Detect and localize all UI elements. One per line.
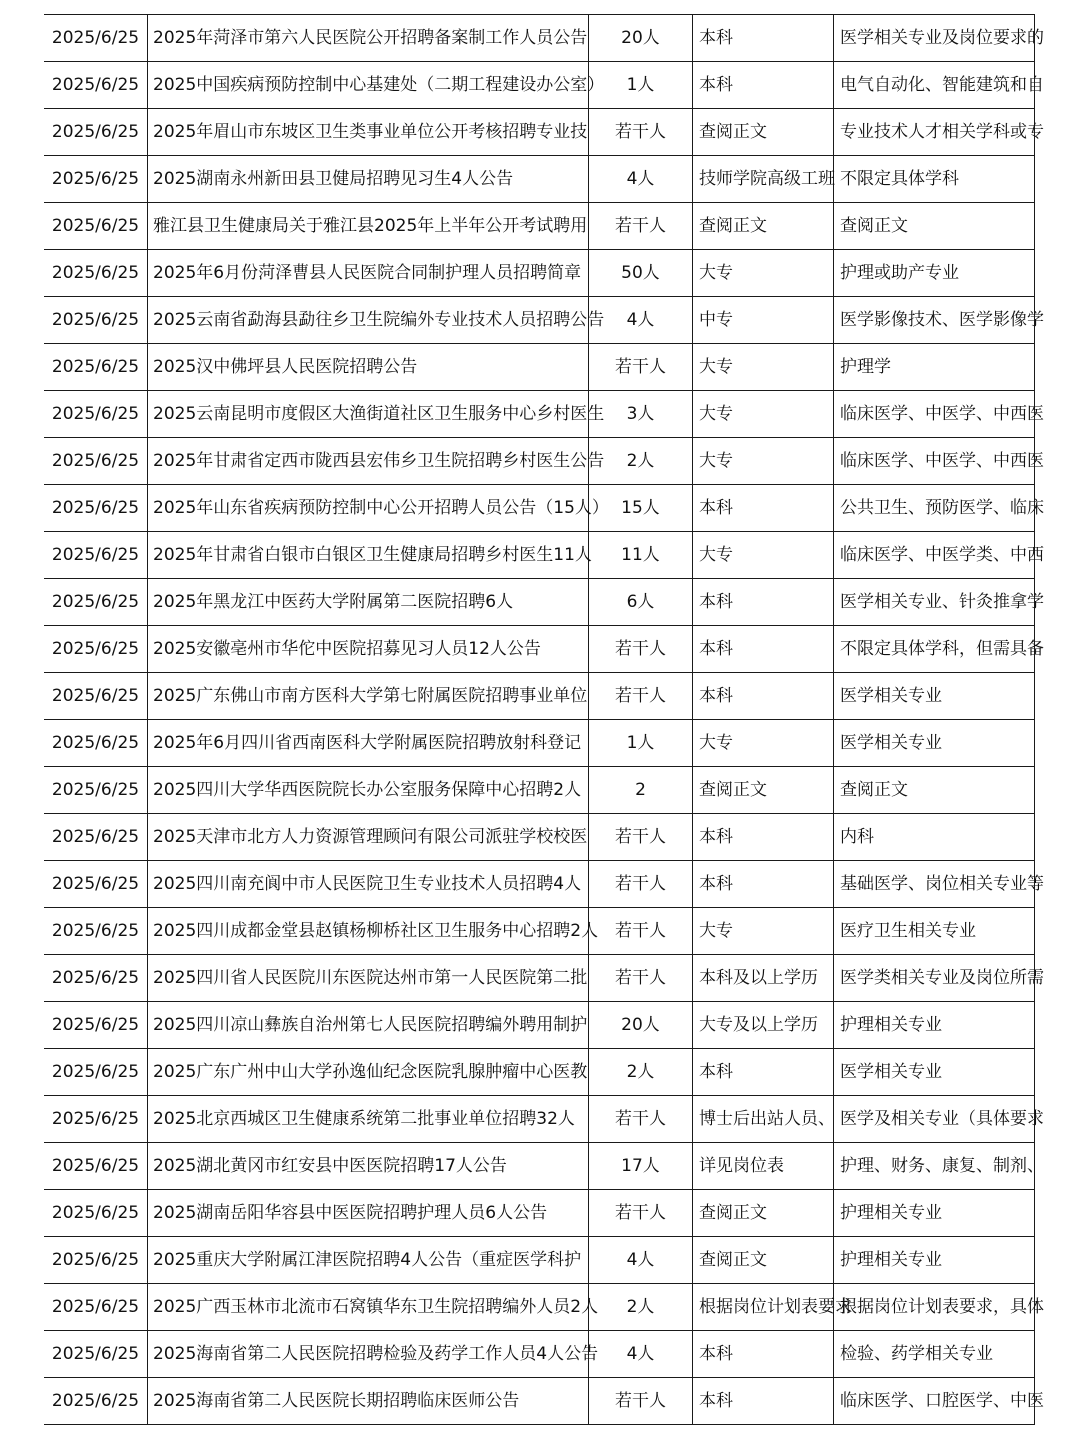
table-row [44,908,1035,955]
education-cell: 查阅正文 [693,1190,834,1237]
major-cell: 医学类相关专业及岗位所需 [834,955,1035,1002]
title-cell: 2025年眉山市东坡区卫生类事业单位公开考核招聘专业技 [148,109,589,156]
headcount-cell: 2人 [589,438,693,485]
headcount-cell: 11人 [589,532,693,579]
title-cell: 2025四川大学华西医院院长办公室服务保障中心招聘2人 [148,767,589,814]
title-cell: 雅江县卫生健康局关于雅江县2025年上半年公开考试聘用 [148,203,589,250]
date-cell: 2025/6/25 [44,1143,148,1190]
date-cell: 2025/6/25 [44,767,148,814]
title-cell: 2025年甘肃省定西市陇西县宏伟乡卫生院招聘乡村医生公告 [148,438,589,485]
date-cell: 2025/6/25 [44,1237,148,1284]
title-cell: 2025四川凉山彝族自治州第七人民医院招聘编外聘用制护 [148,1002,589,1049]
education-cell: 大专及以上学历 [693,1002,834,1049]
title-cell: 2025年甘肃省白银市白银区卫生健康局招聘乡村医生11人 [148,532,589,579]
major-cell: 检验、药学相关专业 [834,1331,1035,1378]
major-cell: 护理学 [834,344,1035,391]
table-row [44,673,1035,720]
education-cell: 本科 [693,579,834,626]
date-cell: 2025/6/25 [44,15,148,62]
education-cell: 大专 [693,344,834,391]
major-cell: 护理相关专业 [834,1190,1035,1237]
table-row [44,1002,1035,1049]
headcount-cell: 20人 [589,1002,693,1049]
major-cell: 护理、财务、康复、制剂、 [834,1143,1035,1190]
headcount-cell: 若干人 [589,203,693,250]
education-cell: 本科 [693,1049,834,1096]
table-row [44,1378,1035,1425]
date-cell: 2025/6/25 [44,203,148,250]
major-cell: 护理相关专业 [834,1237,1035,1284]
major-cell: 医疗卫生相关专业 [834,908,1035,955]
date-cell: 2025/6/25 [44,579,148,626]
date-cell: 2025/6/25 [44,62,148,109]
education-cell: 大专 [693,908,834,955]
major-cell: 不限定具体学科，但需具备 [834,626,1035,673]
major-cell: 查阅正文 [834,767,1035,814]
major-cell: 医学相关专业 [834,1049,1035,1096]
major-cell: 临床医学、中医学、中西医 [834,438,1035,485]
major-cell: 查阅正文 [834,203,1035,250]
headcount-cell: 若干人 [589,1096,693,1143]
headcount-cell: 20人 [589,15,693,62]
table-row [44,814,1035,861]
headcount-cell: 4人 [589,1237,693,1284]
headcount-cell: 17人 [589,1143,693,1190]
table-row [44,438,1035,485]
major-cell: 医学及相关专业（具体要求 [834,1096,1035,1143]
education-cell: 查阅正文 [693,767,834,814]
major-cell: 基础医学、岗位相关专业等 [834,861,1035,908]
headcount-cell: 6人 [589,579,693,626]
date-cell: 2025/6/25 [44,391,148,438]
title-cell: 2025中国疾病预防控制中心基建处（二期工程建设办公室） [148,62,589,109]
headcount-cell: 3人 [589,391,693,438]
education-cell: 博士后出站人员、 [693,1096,834,1143]
title-cell: 2025海南省第二人民医院招聘检验及药学工作人员4人公告 [148,1331,589,1378]
table-row [44,203,1035,250]
title-cell: 2025四川省人民医院川东医院达州市第一人民医院第二批 [148,955,589,1002]
headcount-cell: 4人 [589,297,693,344]
title-cell: 2025汉中佛坪县人民医院招聘公告 [148,344,589,391]
date-cell: 2025/6/25 [44,250,148,297]
headcount-cell: 1人 [589,720,693,767]
table-row [44,391,1035,438]
title-cell: 2025年6月四川省西南医科大学附属医院招聘放射科登记 [148,720,589,767]
education-cell: 本科 [693,62,834,109]
recruitment-table [44,14,1044,1425]
table-row [44,532,1035,579]
title-cell: 2025北京西城区卫生健康系统第二批事业单位招聘32人 [148,1096,589,1143]
education-cell: 中专 [693,297,834,344]
major-cell: 医学相关专业 [834,673,1035,720]
major-cell: 电气自动化、智能建筑和自 [834,62,1035,109]
date-cell: 2025/6/25 [44,109,148,156]
headcount-cell: 若干人 [589,1378,693,1425]
title-cell: 2025重庆大学附属江津医院招聘4人公告（重症医学科护 [148,1237,589,1284]
table-row [44,720,1035,767]
major-cell: 护理或助产专业 [834,250,1035,297]
headcount-cell: 4人 [589,156,693,203]
major-cell: 护理相关专业 [834,1002,1035,1049]
education-cell: 详见岗位表 [693,1143,834,1190]
table-row [44,1096,1035,1143]
date-cell: 2025/6/25 [44,1049,148,1096]
headcount-cell: 若干人 [589,673,693,720]
table-row [44,62,1035,109]
education-cell: 大专 [693,250,834,297]
headcount-cell: 2人 [589,1049,693,1096]
title-cell: 2025安徽亳州市华佗中医院招募见习人员12人公告 [148,626,589,673]
table-row [44,955,1035,1002]
title-cell: 2025云南昆明市度假区大渔街道社区卫生服务中心乡村医生 [148,391,589,438]
table-row [44,109,1035,156]
education-cell: 本科 [693,673,834,720]
education-cell: 本科 [693,814,834,861]
major-cell: 医学相关专业及岗位要求的 [834,15,1035,62]
headcount-cell: 若干人 [589,344,693,391]
headcount-cell: 2 [589,767,693,814]
headcount-cell: 若干人 [589,1190,693,1237]
headcount-cell: 2人 [589,1284,693,1331]
title-cell: 2025海南省第二人民医院长期招聘临床医师公告 [148,1378,589,1425]
education-cell: 根据岗位计划表要求 [693,1284,834,1331]
education-cell: 查阅正文 [693,203,834,250]
table-row [44,1331,1035,1378]
major-cell: 医学相关专业、针灸推拿学 [834,579,1035,626]
headcount-cell: 若干人 [589,626,693,673]
major-cell: 公共卫生、预防医学、临床 [834,485,1035,532]
title-cell: 2025湖南岳阳华容县中医医院招聘护理人员6人公告 [148,1190,589,1237]
title-cell: 2025广西玉林市北流市石窝镇华东卫生院招聘编外人员2人 [148,1284,589,1331]
headcount-cell: 1人 [589,62,693,109]
date-cell: 2025/6/25 [44,156,148,203]
major-cell: 医学相关专业 [834,720,1035,767]
table-body [44,15,1044,1425]
major-cell: 内科 [834,814,1035,861]
date-cell: 2025/6/25 [44,1190,148,1237]
major-cell: 不限定具体学科 [834,156,1035,203]
title-cell: 2025广东佛山市南方医科大学第七附属医院招聘事业单位 [148,673,589,720]
date-cell: 2025/6/25 [44,955,148,1002]
education-cell: 本科及以上学历 [693,955,834,1002]
education-cell: 查阅正文 [693,1237,834,1284]
title-cell: 2025年菏泽市第六人民医院公开招聘备案制工作人员公告 [148,15,589,62]
headcount-cell: 若干人 [589,814,693,861]
education-cell: 大专 [693,720,834,767]
education-cell: 本科 [693,1331,834,1378]
major-cell: 临床医学、口腔医学、中医 [834,1378,1035,1425]
table-row [44,297,1035,344]
date-cell: 2025/6/25 [44,1331,148,1378]
major-cell: 临床医学、中医学类、中西 [834,532,1035,579]
title-cell: 2025云南省勐海县勐往乡卫生院编外专业技术人员招聘公告 [148,297,589,344]
table-row [44,156,1035,203]
title-cell: 2025湖南永州新田县卫健局招聘见习生4人公告 [148,156,589,203]
table-row [44,626,1035,673]
date-cell: 2025/6/25 [44,297,148,344]
table-row [44,579,1035,626]
date-cell: 2025/6/25 [44,344,148,391]
headcount-cell: 4人 [589,1331,693,1378]
date-cell: 2025/6/25 [44,1284,148,1331]
table-row [44,15,1035,62]
date-cell: 2025/6/25 [44,814,148,861]
date-cell: 2025/6/25 [44,532,148,579]
date-cell: 2025/6/25 [44,673,148,720]
education-cell: 大专 [693,438,834,485]
headcount-cell: 若干人 [589,908,693,955]
headcount-cell: 若干人 [589,109,693,156]
title-cell: 2025年6月份菏泽曹县人民医院合同制护理人员招聘简章 [148,250,589,297]
title-cell: 2025年黑龙江中医药大学附属第二医院招聘6人 [148,579,589,626]
date-cell: 2025/6/25 [44,1002,148,1049]
headcount-cell: 50人 [589,250,693,297]
education-cell: 本科 [693,1378,834,1425]
headcount-cell: 15人 [589,485,693,532]
education-cell: 本科 [693,861,834,908]
title-cell: 2025四川南充阆中市人民医院卫生专业技术人员招聘4人 [148,861,589,908]
date-cell: 2025/6/25 [44,438,148,485]
table-row [44,485,1035,532]
title-cell: 2025广东广州中山大学孙逸仙纪念医院乳腺肿瘤中心医教 [148,1049,589,1096]
education-cell: 本科 [693,15,834,62]
table-row [44,1237,1035,1284]
table-row [44,1190,1035,1237]
title-cell: 2025四川成都金堂县赵镇杨柳桥社区卫生服务中心招聘2人 [148,908,589,955]
education-cell: 大专 [693,532,834,579]
headcount-cell: 若干人 [589,955,693,1002]
table-row [44,861,1035,908]
major-cell: 根据岗位计划表要求，具体 [834,1284,1035,1331]
education-cell: 大专 [693,391,834,438]
date-cell: 2025/6/25 [44,720,148,767]
date-cell: 2025/6/25 [44,1378,148,1425]
major-cell: 医学影像技术、医学影像学 [834,297,1035,344]
title-cell: 2025天津市北方人力资源管理顾问有限公司派驻学校校医 [148,814,589,861]
title-cell: 2025年山东省疾病预防控制中心公开招聘人员公告（15人） [148,485,589,532]
table-row [44,250,1035,297]
major-cell: 专业技术人才相关学科或专 [834,109,1035,156]
headcount-cell: 若干人 [589,861,693,908]
table-row [44,1284,1035,1331]
table-row [44,344,1035,391]
major-cell: 临床医学、中医学、中西医 [834,391,1035,438]
date-cell: 2025/6/25 [44,1096,148,1143]
table-row [44,1049,1035,1096]
education-cell: 本科 [693,485,834,532]
table-row [44,1143,1035,1190]
date-cell: 2025/6/25 [44,861,148,908]
date-cell: 2025/6/25 [44,626,148,673]
date-cell: 2025/6/25 [44,908,148,955]
education-cell: 技师学院高级工班 [693,156,834,203]
table-row [44,767,1035,814]
education-cell: 查阅正文 [693,109,834,156]
title-cell: 2025湖北黄冈市红安县中医医院招聘17人公告 [148,1143,589,1190]
education-cell: 本科 [693,626,834,673]
date-cell: 2025/6/25 [44,485,148,532]
